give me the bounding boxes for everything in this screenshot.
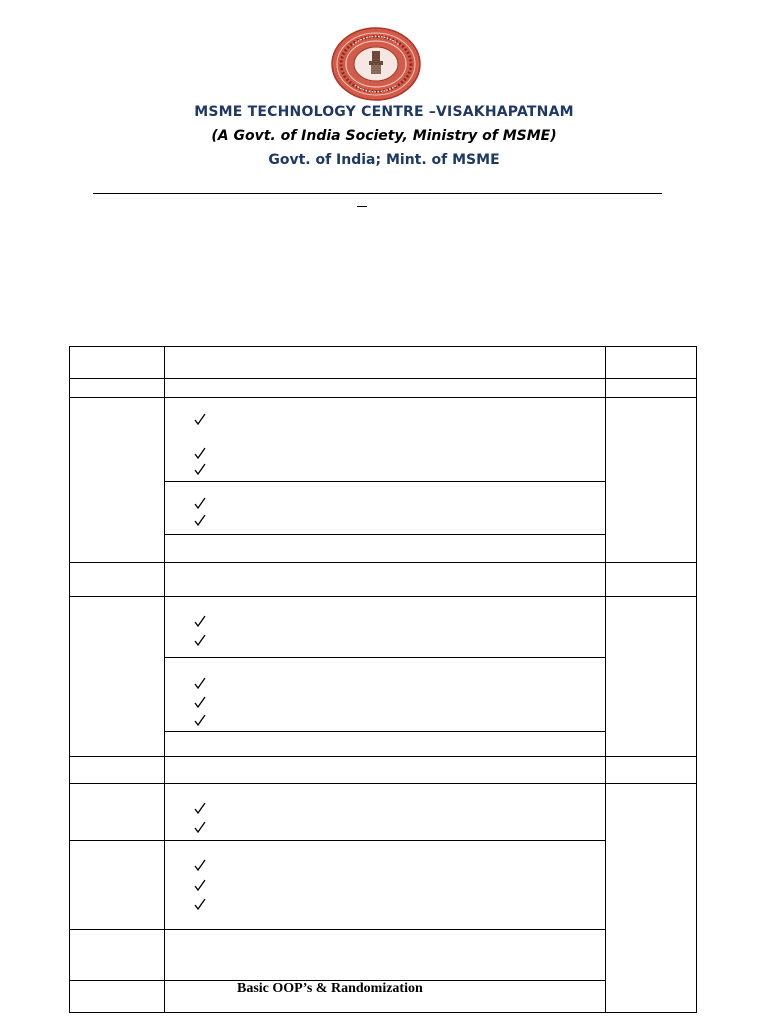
table-row-line <box>69 562 697 563</box>
table-row-line <box>69 397 697 398</box>
checkmark-icon <box>194 676 206 690</box>
table-border-right <box>696 346 697 1013</box>
table-subrow-line <box>164 657 606 658</box>
checkmark-icon <box>194 633 206 647</box>
table-row-line <box>69 596 697 597</box>
table-row-line <box>69 1012 697 1013</box>
org-name: MSME TECHNOLOGY CENTRE –VISAKHAPATNAM <box>194 104 574 120</box>
table-subrow-line <box>164 481 606 482</box>
table-row-line <box>69 756 697 757</box>
table-subrow-line <box>164 534 606 535</box>
checkmark-icon <box>194 801 206 815</box>
table-subrow-line <box>69 929 606 930</box>
table-subrow-line <box>164 731 606 732</box>
checkmark-icon <box>194 878 206 892</box>
ministry-line: Govt. of India; Mint. of MSME <box>268 152 500 168</box>
checkmark-icon <box>194 897 206 911</box>
checkmark-icon <box>194 695 206 709</box>
checkmark-icon <box>194 446 206 460</box>
checkmark-icon <box>194 412 206 426</box>
table-row-line <box>69 378 697 379</box>
checkmark-icon <box>194 713 206 727</box>
table-border-left <box>69 346 70 1013</box>
topic-label-basic-oops: Basic OOP’s & Randomization <box>237 981 423 996</box>
checkmark-icon <box>194 820 206 834</box>
table-col-divider-2 <box>605 346 606 1013</box>
table-col-divider-1 <box>164 346 165 1013</box>
checkmark-icon <box>194 462 206 476</box>
table-row-line <box>69 783 697 784</box>
table-subrow-line <box>69 840 606 841</box>
table-row-line <box>69 346 697 347</box>
checkmark-icon <box>194 496 206 510</box>
checkmark-icon <box>194 614 206 628</box>
checkmark-icon <box>194 513 206 527</box>
checkmark-icon <box>194 858 206 872</box>
society-line: (A Govt. of India Society, Ministry of MSME) <box>211 128 557 144</box>
